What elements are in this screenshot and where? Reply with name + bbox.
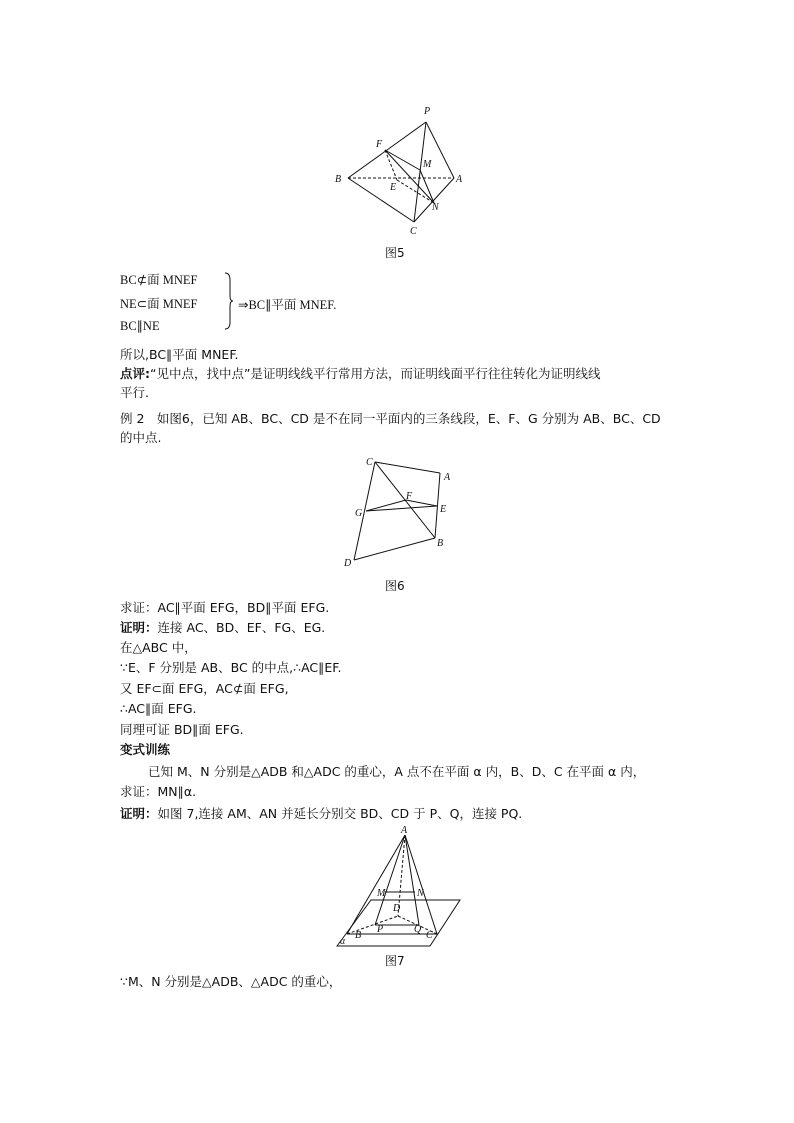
fig6-label-d: D [344, 558, 352, 569]
fig7-label-m: M [377, 888, 386, 899]
fig7-label-p: P [377, 924, 384, 935]
fig6-label-g: G [355, 508, 363, 519]
variant-line-1: 已知 M、N 分别是△ADB 和△ADC 的重心，A 点不在平面 α 内，B、D、C 在平面 α 内， [148, 764, 646, 779]
figure-6-diagram [338, 452, 458, 572]
final-line: ∵M、N 分别是△ADB、△ADC 的重心， [120, 974, 342, 989]
proof-step-3: 又 EF⊂面 EFG，AC⊄面 EFG, [120, 681, 289, 696]
fig7-label-b: B [355, 930, 362, 941]
figure-5 [330, 100, 470, 240]
comment-continued: 平行. [120, 385, 149, 400]
example-2-line-2: 的中点. [120, 430, 162, 445]
figure-5-caption: 图5 [385, 246, 405, 260]
condition-row-3: BC∥NE [120, 319, 160, 333]
variant-proof-body: 如图 7,连接 AM、AN 并延长分别交 BD、CD 于 P、Q，连接 PQ. [157, 806, 523, 821]
fig6-label-c: C [366, 457, 373, 468]
right-brace [224, 272, 234, 330]
fig5-label-m: M [423, 159, 432, 170]
fig7-label-q: Q [414, 924, 422, 935]
fig7-label-n: N [417, 888, 424, 899]
variant-proof-label: 证明： [120, 806, 158, 821]
variant-heading: 变式训练 [120, 742, 171, 757]
figure-7-diagram [335, 826, 465, 951]
figure-7-caption: 图7 [385, 954, 405, 968]
fig5-label-e: E [390, 182, 397, 193]
condition-row-1: BC⊄面 MNEF [120, 273, 198, 287]
fig6-label-a: A [444, 472, 451, 483]
fig7-label-alpha: α [340, 936, 346, 947]
comment-line [120, 365, 680, 383]
fig5-label-f: F [376, 139, 383, 150]
proof-body: 连接 AC、BD、EF、FG、EG. [157, 620, 326, 635]
fig7-label-c: C [426, 930, 433, 941]
figure-7 [335, 826, 465, 951]
fig7-label-a: A [401, 826, 408, 836]
proof-label: 证明： [120, 620, 158, 635]
fig5-label-c: C [410, 226, 417, 237]
figure-5-diagram [330, 100, 470, 240]
figure-6-caption: 图6 [385, 579, 405, 593]
variant-proof-line [120, 805, 680, 823]
condition-system [120, 268, 420, 336]
condition-row-2: NE⊂面 MNEF [120, 297, 198, 311]
proof-step-4: ∴AC∥面 EFG. [120, 701, 197, 716]
variant-line-2: 求证：MN∥α. [120, 784, 197, 799]
fig6-label-b: B [437, 538, 444, 549]
fig5-label-n: N [432, 202, 439, 213]
example-2-line-1: 例 2 如图6，已知 AB、BC、CD 是不在同一平面内的三条线段，E、F、G 分别为 AB、BC、CD [120, 411, 661, 426]
comment-body: “见中点，找中点”是证明线线平行常用方法，而证明线面平行往往转化为证明线线 [150, 366, 601, 381]
fig5-label-b: B [335, 174, 342, 185]
fig5-label-a: A [456, 174, 463, 185]
figure-6 [338, 452, 458, 572]
proof-step-1: 在△ABC 中， [120, 640, 197, 655]
proof-step-5: 同理可证 BD∥面 EFG. [120, 722, 244, 737]
prove-statement: 求证：AC∥平面 EFG，BD∥平面 EFG. [120, 600, 330, 615]
fig6-label-e: E [440, 504, 447, 515]
comment-label: 点评: [120, 366, 150, 381]
proof-step-2: ∵E、F 分别是 AB、BC 的中点,∴AC∥EF. [120, 660, 342, 675]
fig6-label-f: F [406, 491, 413, 502]
condition-conclusion: ⇒BC∥平面 MNEF. [238, 298, 337, 312]
fig5-label-p: P [424, 106, 431, 117]
text-so: 所以,BC∥平面 MNEF. [120, 347, 239, 362]
proof-line [120, 619, 680, 637]
fig7-label-d: D [393, 903, 401, 914]
